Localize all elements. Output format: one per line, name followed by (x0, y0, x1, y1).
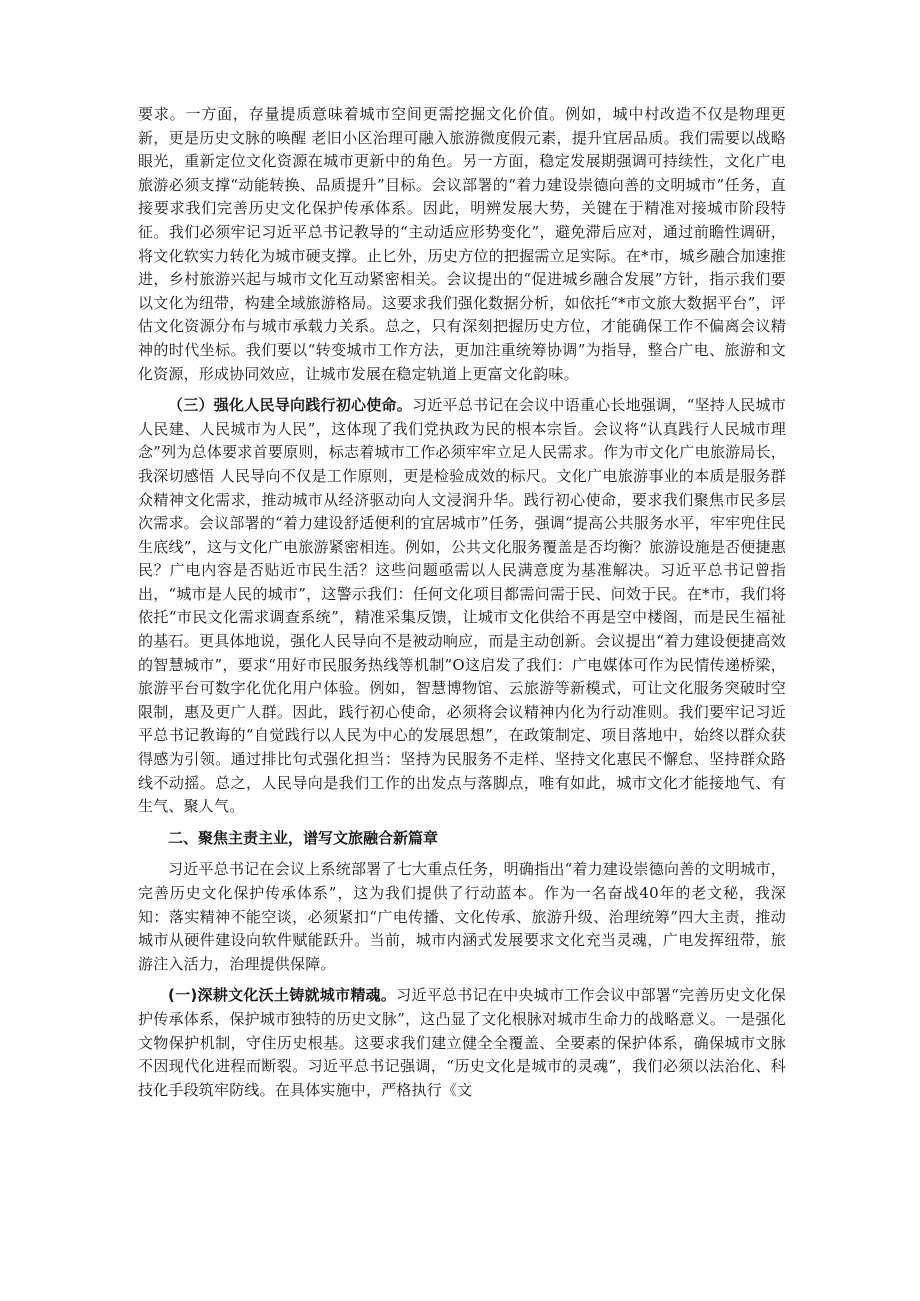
subheading-people-orientation: （三）强化人民导向践行初心使命。 (168, 396, 413, 415)
paragraph-section-two-intro: 习近平总书记在会议上系统部署了七大重点任务，明确指出“着力建设崇德向善的文明城市，完善历史文化保护传承体系”，这为我们提供了行动蓝本。作为一名奋战40年的老文秘，我深知：落实精神不能空谈，必须紧扣“广电传播、文化传承、旅游升级、治理统筹”四大主责，推动城市从硬件建设向软件赋能跃升。当前，城市内涵式发展要求文化充当灵魂，广电发挥纽带，旅游注入活力，治理提供保障。 (138, 860, 786, 973)
paragraph-people-orientation-body: 习近平总书记在会议中语重心长地强调，“坚持人民城市人民建、人民城市为人民”，这体现了我们党执政为民的根本宗旨。会议将“认真践行人民城市理念”列为总体要求首要原则，标志着城市工作必须牢牢立足人民需求。作为市文化广电旅游局长，我深切感悟 人民导向不仅是工作原则，更是检验成效的标尺。文化广电旅游事业的本质是服务群众精神文化需求，推动城市从经济驱动向人文浸润升华。践行初心使命，要求我们聚焦市民多层次需求。会议部署的“着力建设舒适便利的宜居城市”任务，强调“提高公共服务水平，牢牢兜住民生底线”，这与文化广电旅游紧密相连。例如，公共文化服务覆盖是否均衡？旅游设施是否便捷惠民？广电内容是否贴近市民生活？这些问题亟需以人民满意度为基准解决。习近平总书记曾指出，“城市是人民的城市”，这警示我们：任何文化项目都需问需于民、问效于民。在*市，我们将依托“市民文化需求调查系统”，精准采集反馈，让城市文化供给不再是空中楼阁，而是民生福祉的基石。更具体地说，强化人民导向不是被动响应，而是主动创新。会议提出“着力建设便捷高效的智慧城市”，要求“用好市民服务热线等机制”O这启发了我们：广电媒体可作为民情传递桥梁，旅游平台可数字化优化用户体验。例如，智慧博物馆、云旅游等新模式，可让文化服务突破时空限制，惠及更广人群。因此，践行初心使命，必须将会议精神内化为行动准则。我们要牢记习近平总书记教诲的“自觉践行以人民为中心的发展思想”，在政策制定、项目落地中，始终以群众获得感为引领。通过排比句式强化担当：坚持为民服务不走样、坚持文化惠民不懈怠、坚持群众路线不动摇。总之，人民导向是我们工作的出发点与落脚点，唯有如此，城市文化才能接地气、有生气、聚人气。 (138, 396, 787, 816)
document-page (138, 103, 786, 1102)
paragraph-people-orientation (138, 394, 786, 819)
paragraph-continuation: 要求。一方面，存量提质意味着城市空间更需挖掘文化价值。例如，城中村改造不仅是物理更新，更是历史文脉的唤醒 老旧小区治理可融入旅游微度假元素，提升宜居品质。我们需要以战略眼光，重新定位文化资源在城市更新中的角色。另一方面，稳定发展期强调可持续性，文化广电旅游必须支撑“动能转换、品质提升”目标。会议部署的“着力建设崇德向善的文明城市”任务，直接要求我们完善历史文化保护传承体系。因此，明辨发展大势，关键在于精准对接城市阶段特征。我们必须牢记习近平总书记教导的“主动适应形势变化”，避免滞后应对，通过前瞻性调研，将文化软实力转化为城市硬支撑。止匕外，历史方位的把握需立足实际。在*市，城乡融合加速推进，乡村旅游兴起与城市文化互动紧密相关。会议提出的“促进城乡融合发展”方针，指示我们要以文化为纽带，构建全域旅游格局。这要求我们强化数据分析，如依托“*市文旅大数据平台”，评估文化资源分布与城市承载力关系。总之，只有深刻把握历史方位，才能确保工作不偏离会议精神的时代坐标。我们要以“转变城市工作方法，更加注重统筹协调”为指导，整合广电、旅游和文化资源，形成协同效应，让城市发展在稳定轨道上更富文化韵味。 (138, 105, 786, 383)
section-heading-two: 二、聚焦主责主业，谱写文旅融合新篇章 (168, 828, 439, 847)
paragraph-culture-soil (138, 984, 786, 1102)
subheading-culture-soil: (一)深耕文化沃土铸就城市精魂。 (168, 986, 397, 1005)
paragraph-culture-soil-body: 习近平总书记在中央城市工作会议中部署“完善历史文化保护传承体系，保护城市独特的历史文脉”，这凸显了文化根脉对城市生命力的战略意义。一是强化文物保护机制，守住历史根基。这要求我们建立健全全覆盖、全要素的保护体系，确保城市文脉不因现代化进程而断裂。习近平总书记强调，“历史文化是城市的灵魂”，我们必须以法治化、科技化手段筑牢防线。在具体实施中，严格执行《文 (138, 986, 786, 1099)
